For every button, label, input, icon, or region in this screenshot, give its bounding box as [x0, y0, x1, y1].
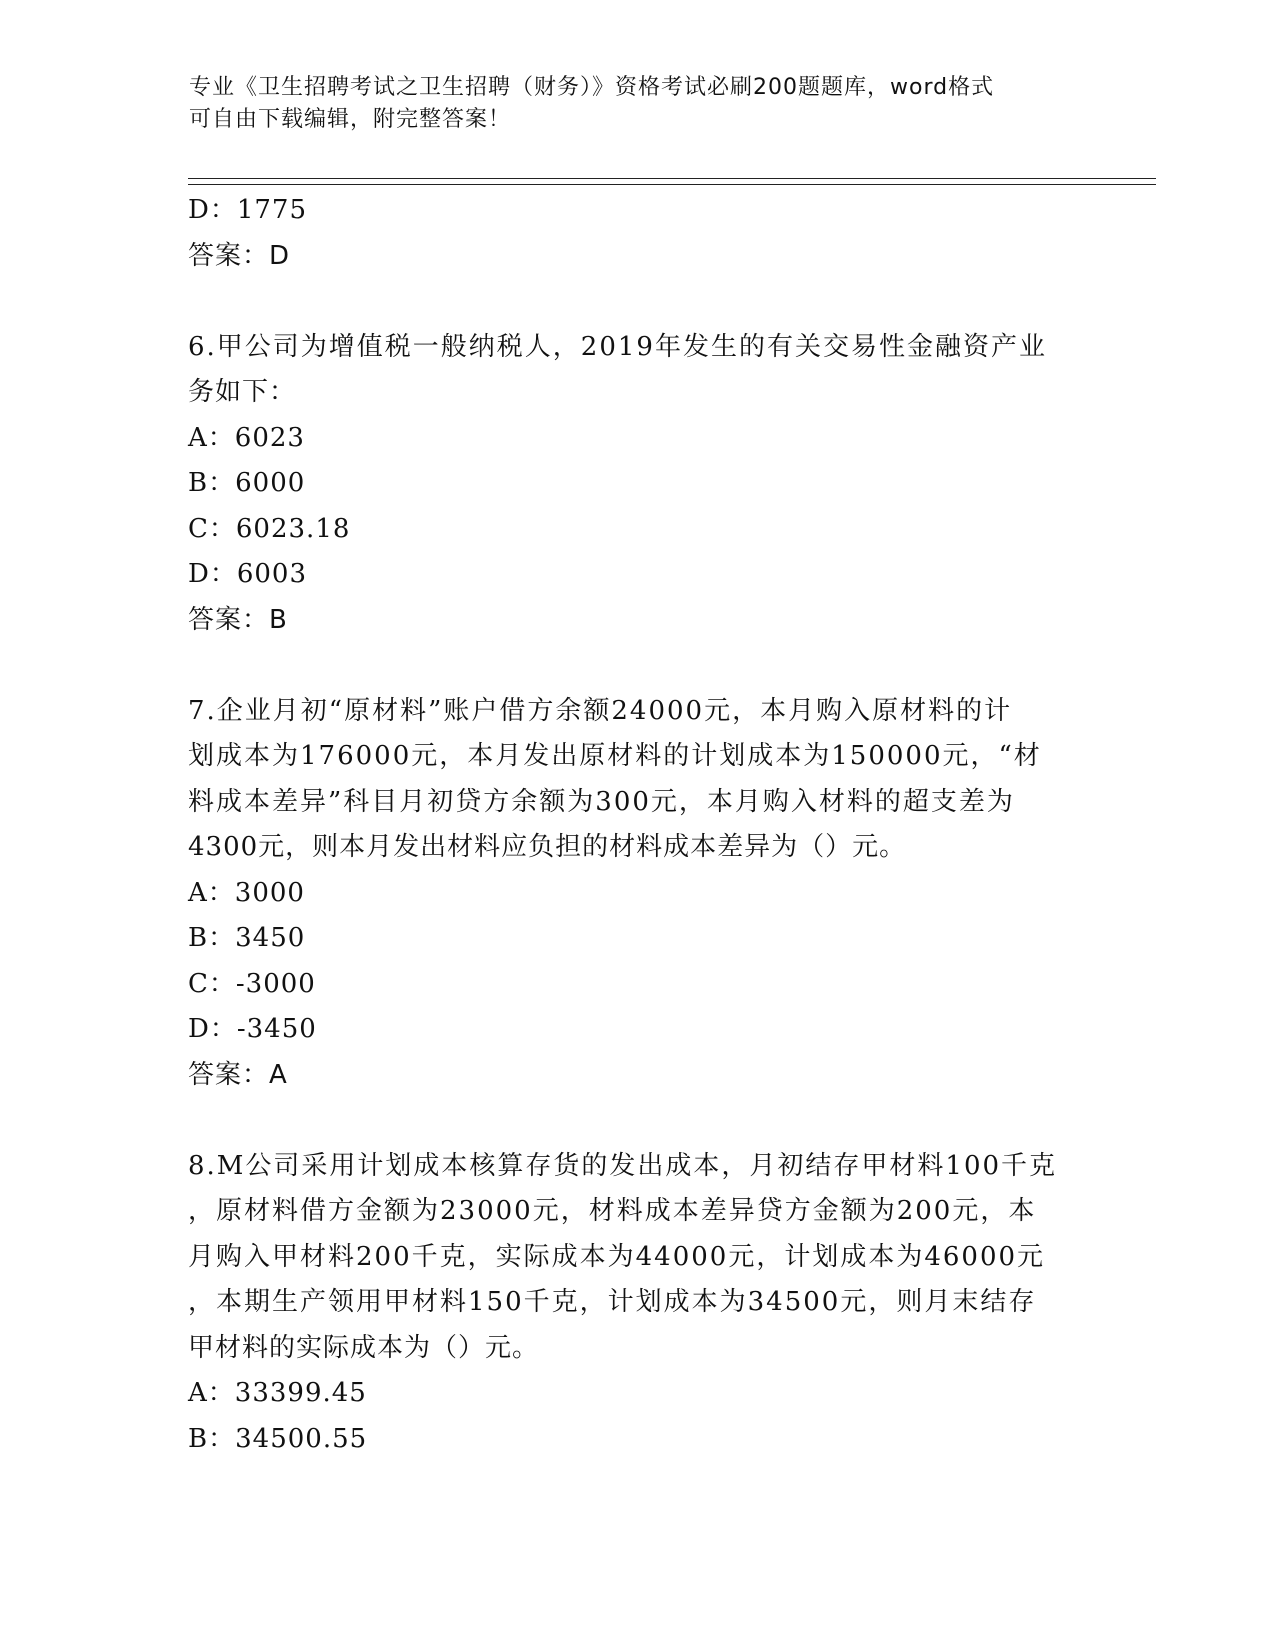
page-header — [189, 72, 1069, 136]
spacer — [188, 279, 1088, 325]
spacer — [188, 1098, 1088, 1144]
q8-text-line-5: 甲材料的实际成本为（）元。 — [188, 1332, 540, 1363]
q7-text-line-1: 7.企业月初“原材料”账户借方余额24000元，本月购入原材料的计 — [188, 695, 1013, 726]
q8-text-line-3: 月购入甲材料200千克，实际成本为44000元，计划成本为46000元 — [188, 1241, 1046, 1272]
q7-answer: 答案：A — [188, 1059, 288, 1090]
q5-answer: 答案：D — [188, 240, 291, 271]
q7-text-line-2: 划成本为176000元，本月发出原材料的计划成本为150000元，“材 — [188, 741, 1042, 771]
spacer — [188, 643, 1088, 689]
q8-text-line-2: ，原材料借方金额为23000元，材料成本差异贷方金额为200元，本 — [188, 1196, 1037, 1226]
header-title-line-2: 可自由下载编辑，附完整答案！ — [189, 107, 512, 132]
q8-text-line-4: ，本期生产领用甲材料150千克，计划成本为34500元，则月末结存 — [188, 1287, 1037, 1317]
q5-option-d: D：1775 — [188, 195, 308, 225]
q8-option-a: A：33399.45 — [188, 1378, 367, 1408]
q6-text-line-1: 6.甲公司为增值税一般纳税人，2019年发生的有关交易性金融资产业 — [188, 331, 1047, 362]
q7-option-a: A：3000 — [188, 877, 305, 908]
q6-text-line-2: 务如下： — [188, 377, 297, 407]
q7-text-line-3: 料成本差异”科目月初贷方余额为300元，本月购入材料的超支差为 — [188, 786, 1015, 817]
header-divider — [188, 178, 1156, 185]
q6-option-b: B：6000 — [188, 468, 306, 498]
q6-option-d: D：6003 — [188, 559, 308, 589]
question-content — [188, 188, 1088, 1462]
q6-option-a: A：6023 — [188, 422, 305, 453]
q7-option-c: C：-3000 — [188, 968, 316, 999]
q6-option-c: C：6023.18 — [188, 513, 351, 544]
q7-text-line-4: 4300元，则本月发出材料应负担的材料成本差异为（）元。 — [188, 832, 907, 862]
q6-answer: 答案：B — [188, 604, 288, 635]
q8-text-line-1: 8.M公司采用计划成本核算存货的发出成本，月初结存甲材料100千克 — [188, 1150, 1058, 1181]
q7-option-d: D：-3450 — [188, 1014, 317, 1044]
header-title-line-1: 专业《卫生招聘考试之卫生招聘（财务）》资格考试必刷200题题库，word格式 — [189, 75, 995, 100]
q8-option-b: B：34500.55 — [188, 1423, 368, 1454]
q7-option-b: B：3450 — [188, 923, 306, 953]
